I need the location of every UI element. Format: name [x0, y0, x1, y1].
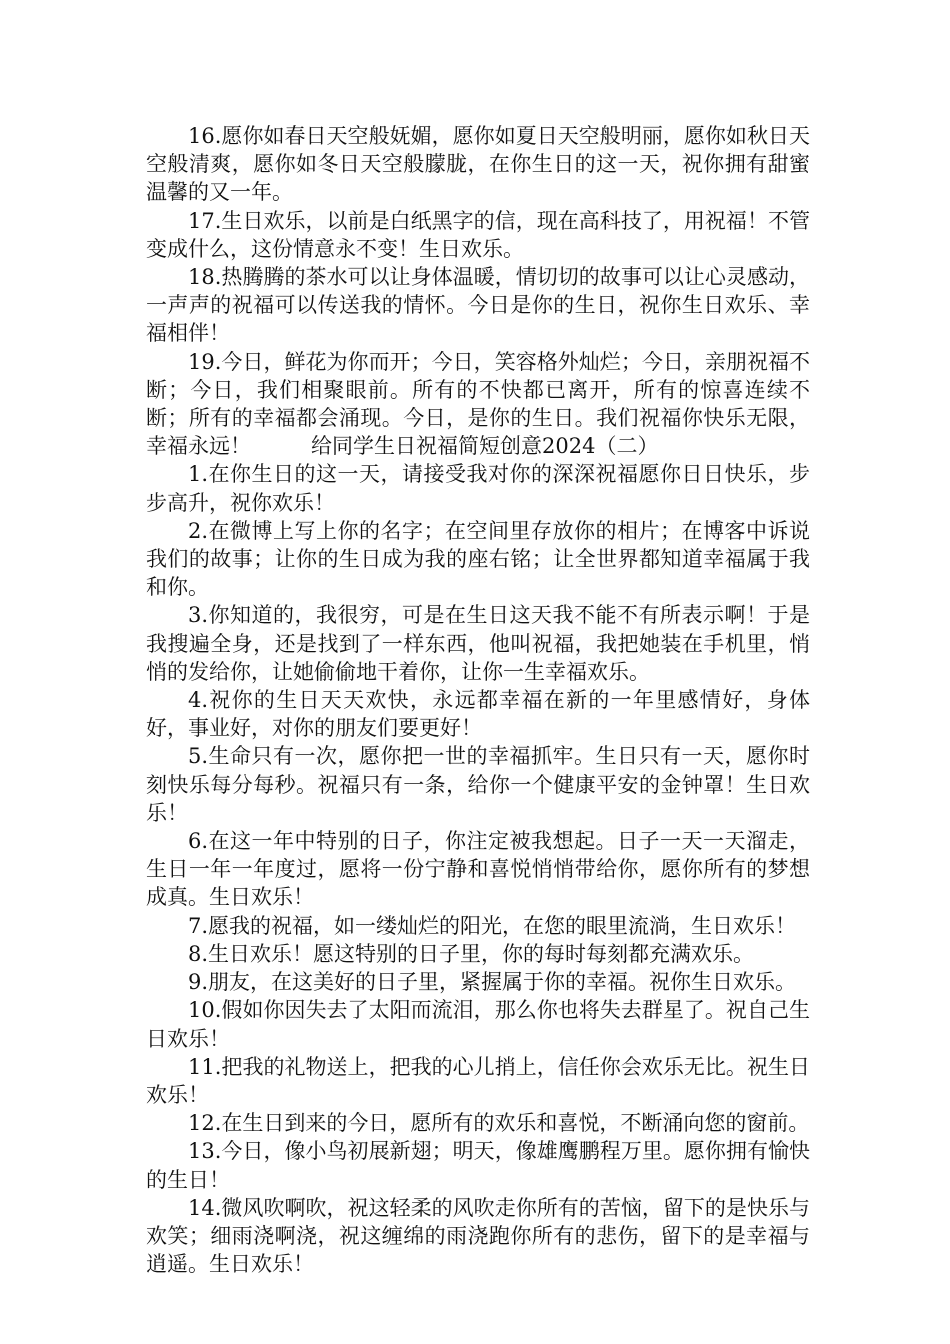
paragraph-13: 13.今日，像小鸟初展新翅；明天，像雄鹰鹏程万里。愿你拥有愉快的生日！	[146, 1139, 810, 1192]
paragraph-9: 9.朋友，在这美好的日子里，紧握属于你的幸福。祝你生日欢乐。	[188, 970, 797, 995]
paragraph-17: 17.生日欢乐，以前是白纸黑字的信，现在高科技了，用祝福！不管变成什么，这份情意永不变！生日欢乐。	[146, 208, 810, 261]
paragraph-19-text: 19.今日，鲜花为你而开；今日，笑容格外灿烂；今日，亲朋祝福不断；今日，我们相聚眼前。所有的不快都已离开，所有的惊喜连续不断；所有的幸福都会涌现。今日，是你的生日。我们祝福你快乐无限，幸福永远！	[146, 349, 810, 459]
paragraph-8: 8.生日欢乐！愿这特别的日子里，你的每时每刻都充满欢乐。	[188, 941, 755, 966]
paragraph-6: 6.在这一年中特别的日子，你注定被我想起。日子一天一天溜走，生日一年一年度过，愿将一份宁静和喜悦悄悄带给你，愿你所有的梦想成真。生日欢乐！	[146, 829, 810, 910]
paragraph-12: 12.在生日到来的今日，愿所有的欢乐和喜悦，不断涌向您的窗前。	[188, 1111, 810, 1136]
paragraph-18: 18.热腾腾的茶水可以让身体温暖，情切切的故事可以让心灵感动，一声声的祝福可以传送我的情怀。今日是你的生日，祝你生日欢乐、幸福相伴！	[146, 265, 810, 346]
paragraph-14: 14.微风吹啊吹，祝这轻柔的风吹走你所有的苦恼，留下的是快乐与欢笑；细雨浇啊浇，祝这缠绵的雨浇跑你所有的悲伤，留下的是幸福与逍遥。生日欢乐！	[146, 1195, 810, 1277]
paragraph-3: 3.你知道的，我很穷，可是在生日这天我不能不有所表示啊！于是我搜遍全身，还是找到了一样东西，他叫祝福，我把她装在手机里，悄悄的发给你，让她偷偷地干着你，让你一生幸福欢乐。	[146, 603, 810, 684]
paragraph-7: 7.愿我的祝福，如一缕灿烂的阳光，在您的眼里流淌，生日欢乐！	[188, 913, 797, 938]
paragraph-1: 1.在你生日的这一天，请接受我对你的深深祝福愿你日日快乐，步步高升，祝你欢乐！	[146, 462, 810, 515]
paragraph-4: 4.祝你的生日天天欢快，永远都幸福在新的一年里感情好，身体好，事业好，对你的朋友们要更好！	[146, 688, 810, 741]
section-heading: 给同学生日祝福简短创意2024（二）	[311, 434, 659, 459]
document-body	[146, 122, 810, 1278]
paragraph-19	[146, 348, 810, 461]
paragraph-16: 16.愿你如春日天空般妩媚，愿你如夏日天空般明丽，愿你如秋日天空般清爽，愿你如冬日天空般朦胧，在你生日的这一天，祝你拥有甜蜜温馨的又一年。	[146, 124, 810, 205]
paragraph-11: 11.把我的礼物送上，把我的心儿捎上，信任你会欢乐无比。祝生日欢乐！	[146, 1054, 810, 1107]
section-heading-wrapper	[251, 434, 658, 458]
paragraph-10: 10.假如你因失去了太阳而流泪，那么你也将失去群星了。祝自己生日欢乐！	[146, 998, 810, 1051]
paragraph-5: 5.生命只有一次，愿你把一世的幸福抓牢。生日只有一天，愿你时刻快乐每分每秒。祝福只有一条，给你一个健康平安的金钟罩！生日欢乐！	[146, 744, 810, 825]
paragraph-2: 2.在微博上写上你的名字；在空间里存放你的相片；在博客中诉说我们的故事；让你的生日成为我的座右铭；让全世界都知道幸福属于我和你。	[146, 518, 810, 600]
